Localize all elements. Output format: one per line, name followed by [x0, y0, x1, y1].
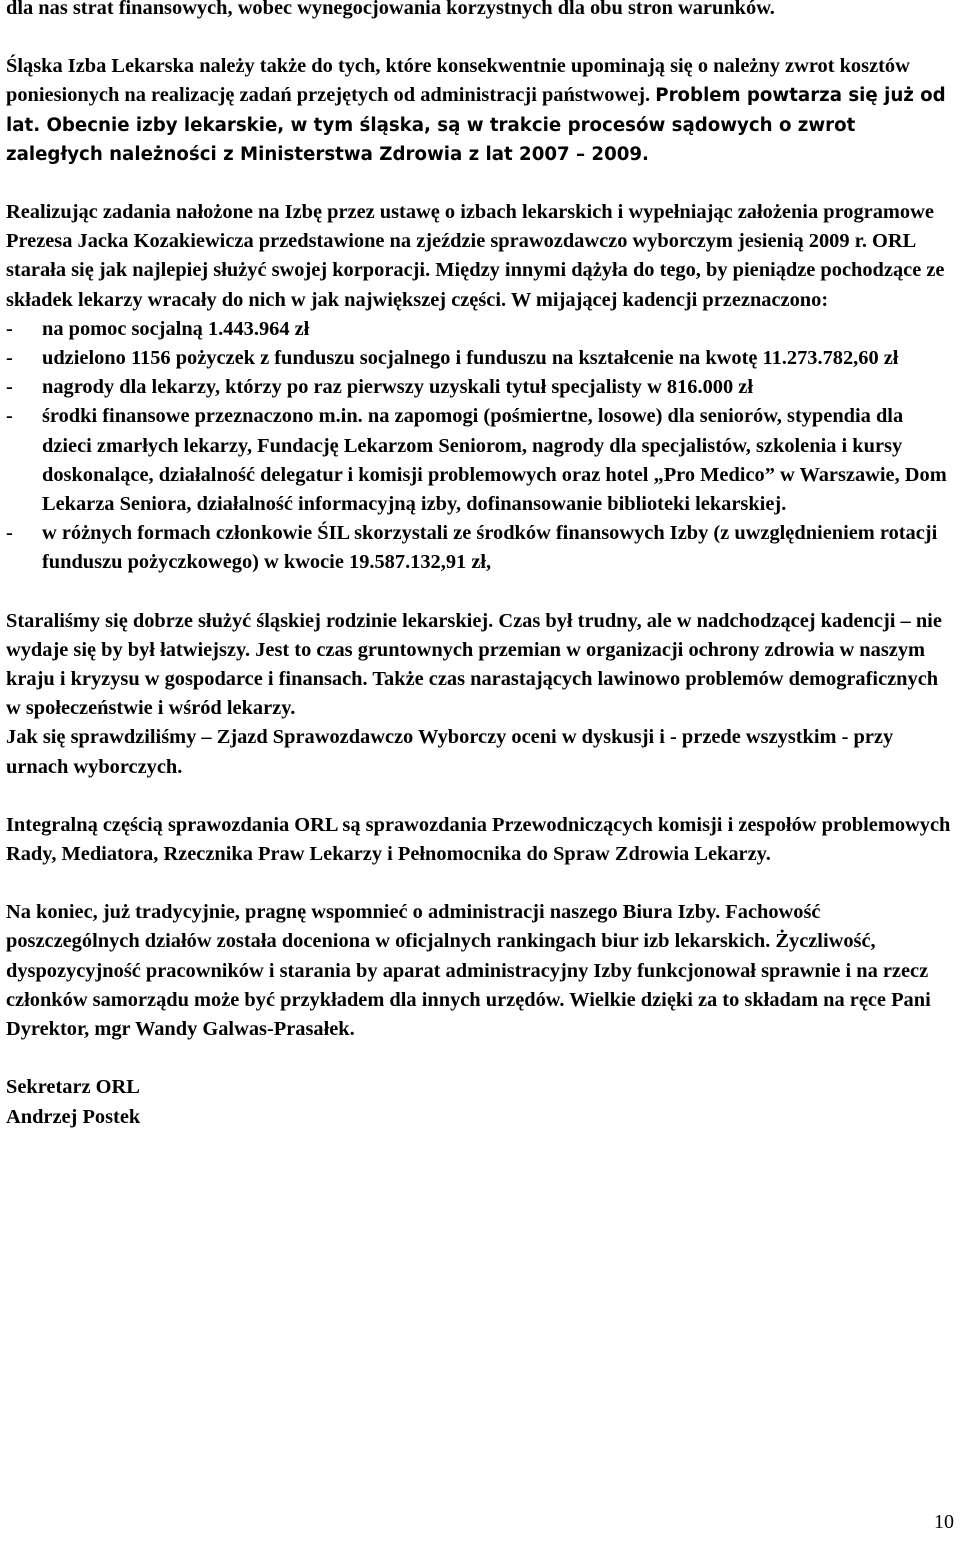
document-page	[6, 0, 956, 1132]
signature-name: Andrzej Postek	[6, 1105, 141, 1128]
refund-paragraph	[6, 52, 956, 169]
list-dash: -	[6, 376, 13, 399]
list-dash: -	[6, 317, 13, 340]
page-number: 10	[934, 1511, 954, 1533]
paragraph-gap	[6, 578, 956, 607]
list-dash: -	[6, 405, 13, 428]
assessment-paragraph: Jak się sprawdziliśmy – Zjazd Sprawozdawczo Wyborczy oceni w dyskusji i - przede wszystkim - przy urnach wyborczych.	[6, 726, 894, 778]
paragraph-gap	[6, 169, 956, 198]
list-item-text: nagrody dla lekarzy, którzy po raz pierwszy uzyskali tytuł specjalisty w 816.000 zł	[42, 376, 753, 399]
list-dash: -	[6, 347, 13, 370]
list-item	[6, 315, 956, 344]
paragraph-gap	[6, 869, 956, 898]
refund-paragraph-part-a: Śląska Izba Lekarska należy także do tych, które konsekwentnie upominają się o należny zwrot kosztów poniesionych na realizację zadań przejętych od administracji państwowej.	[6, 55, 910, 107]
signature-role: Sekretarz ORL	[6, 1076, 140, 1099]
paragraph-gap	[6, 782, 956, 811]
paragraph-gap	[6, 23, 956, 52]
intro-tail-paragraph: dla nas strat finansowych, wobec wynegocjowania korzystnych dla obu stron warunków.	[6, 0, 775, 19]
reports-paragraph: Integralną częścią sprawozdania ORL są sprawozdania Przewodniczących komisji i zespołów problemowych Rady, Mediatora, Rzecznika Praw Lekarzy i Pełnomocnika do Spraw Zdrowia Lekarzy.	[6, 813, 951, 866]
list-item-text: środki finansowe przeznaczono m.in. na zapomogi (pośmiertne, losowe) dla seniorów, stypendia dla dzieci zmarłych lekarzy, Fundację Lekarzom Seniorom, nagrody dla specjalistów, szkolenia i kursy doskonalące, działalność delegatur i komisji problemowych oraz hotel „Pro Medico” w Warszawie, Dom Lekarza Seniora, działalność informacyjną izby, dofinansowanie biblioteki lekarskiej.	[42, 405, 947, 516]
list-item	[6, 402, 956, 519]
tasks-paragraph: Realizując zadania nałożone na Izbę przez ustawę o izbach lekarskich i wypełniając założenia programowe Prezesa Jacka Kozakiewicza przedstawione na zjeździe sprawozdawczo wyborczym jesienią 2009 r. ORL starała się jak najlepiej służyć swojej korporacji. Między innymi dążyła do tego, by pieniądze pochodzące ze składek lekarzy wracały do nich w jak największej części. W mijającej kadencji przeznaczono:	[6, 201, 945, 311]
list-item-text: udzielono 1156 pożyczek z funduszu socjalnego i funduszu na kształcenie na kwotę 11.273.782,60 zł	[42, 347, 899, 370]
service-paragraph: Staraliśmy się dobrze służyć śląskiej rodzinie lekarskiej. Czas był trudny, ale w nadchodzącej kadencji – nie wydaje się by był łatwiejszy. Jest to czas gruntownych przemian w organizacji ochrony zdrowia w naszym kraju i kryzysu w gospodarce i finansach. Także czas narastających lawinowo problemów demograficznych w społeczeństwie i wśród lekarzy.	[6, 609, 942, 720]
list-item	[6, 373, 956, 402]
list-item	[6, 519, 956, 577]
list-item-text: w różnych formach członkowie ŚIL skorzystali ze środków finansowych Izby (z uwzględnieniem rotacji funduszu pożyczkowego) w kwocie 19.587.132,91 zł,	[42, 522, 938, 574]
list-item	[6, 344, 956, 373]
list-dash: -	[6, 522, 13, 545]
list-item-text: na pomoc socjalną 1.443.964 zł	[42, 317, 310, 340]
allocation-list	[6, 315, 956, 578]
administration-paragraph: Na koniec, już tradycyjnie, pragnę wspomnieć o administracji naszego Biura Izby. Fachowość poszczególnych działów została doceniona w oficjalnych rankingach biur izb lekarskich. Życzliwość, dyspozycyjność pracowników i starania by aparat administracyjny Izby funkcjonował sprawnie i na rzecz członków samorządu może być przykładem dla innych urzędów. Wielkie dzięki za to składam na ręce Pani Dyrektor, mgr Wandy Galwas-Prasałek.	[6, 901, 931, 1041]
paragraph-gap	[6, 1044, 956, 1073]
refund-paragraph-part-b: Problem powtarza się już od lat. Obecnie izby lekarskie, w tym śląska, są w trakcie procesów sądowych o zwrot zaległych należności z Ministerstwa Zdrowia z lat 2007 – 2009.	[6, 85, 946, 165]
